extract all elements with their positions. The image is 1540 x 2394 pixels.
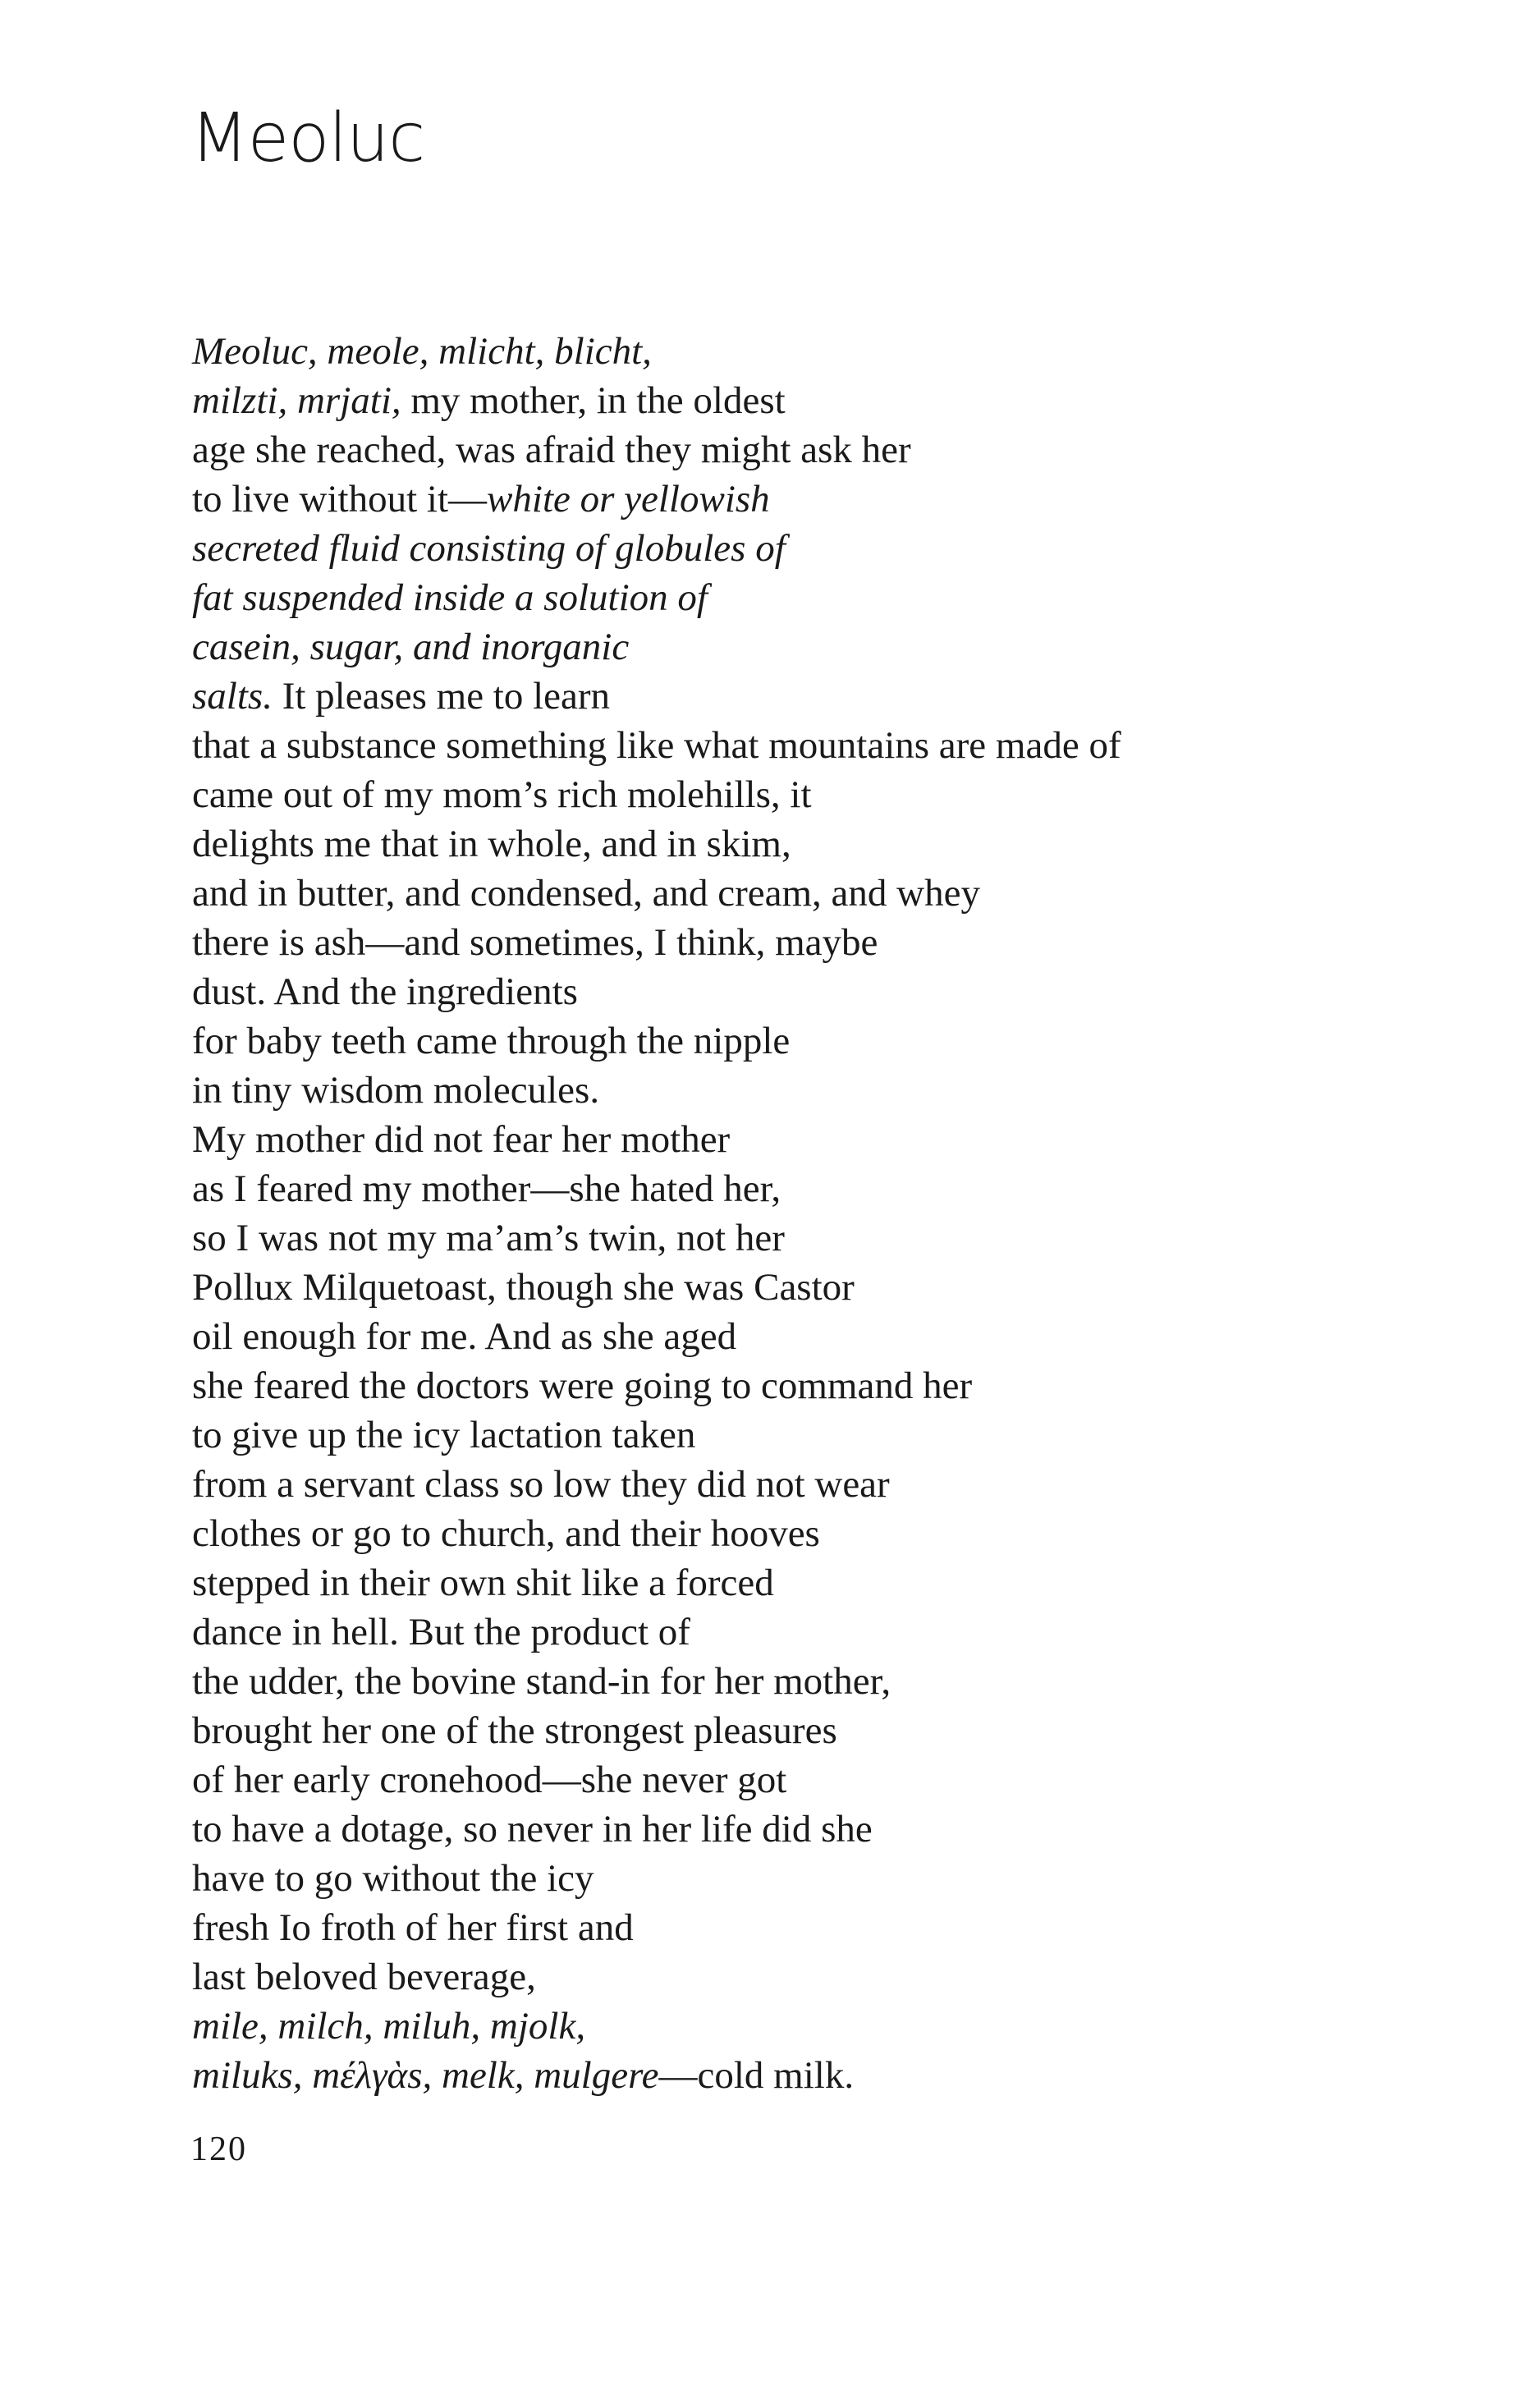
poem-line <box>192 721 1121 770</box>
text-segment: in tiny wisdom molecules. <box>192 1069 600 1112</box>
text-segment: my mother, in the oldest <box>401 379 786 422</box>
poem-line <box>192 1460 1121 1509</box>
poem-line <box>192 1854 1121 1903</box>
poem-line <box>192 524 1121 573</box>
poem-line <box>192 1657 1121 1706</box>
text-segment: delights me that in whole, and in skim, <box>192 823 791 865</box>
poem-body <box>192 327 1121 2100</box>
poem-line <box>192 918 1121 967</box>
text-segment: My mother did not fear her mother <box>192 1118 731 1161</box>
italic-segment: salts. <box>192 675 273 718</box>
text-segment: that a substance something like what mountains are made of <box>192 724 1121 767</box>
poem-line <box>192 1016 1121 1066</box>
italic-segment: fat suspended inside a solution of <box>192 576 708 619</box>
poem-line <box>192 376 1121 425</box>
poem-line <box>192 967 1121 1016</box>
text-segment: oil enough for me. And as she aged <box>192 1315 737 1358</box>
poem-line <box>192 1607 1121 1657</box>
text-segment: It pleases me to learn <box>272 675 611 718</box>
poem-line <box>192 573 1121 622</box>
text-segment: from a servant class so low they did not wear <box>192 1463 890 1506</box>
italic-segment: miluks, mέλγὰs, melk, mulgere <box>192 2054 659 2097</box>
text-segment: she feared the doctors were going to command her <box>192 1364 973 1407</box>
text-segment: age she reached, was afraid they might ask her <box>192 429 911 471</box>
poem-line <box>192 1410 1121 1460</box>
poem-line <box>192 1952 1121 2002</box>
poem-line <box>192 1164 1121 1213</box>
text-segment: brought her one of the strongest pleasures <box>192 1709 837 1752</box>
italic-segment: milzti, mrjati, <box>192 379 401 422</box>
text-segment: came out of my mom’s rich molehills, it <box>192 773 812 816</box>
poem-line <box>192 672 1121 721</box>
text-segment: to live without it— <box>192 478 488 521</box>
text-segment: of her early cronehood—she never got <box>192 1759 787 1801</box>
text-segment: dust. And the ingredients <box>192 970 578 1013</box>
poem-line <box>192 1066 1121 1115</box>
text-segment: —cold milk. <box>658 2054 855 2097</box>
poem-line <box>192 1903 1121 1952</box>
text-segment: to give up the icy lactation taken <box>192 1414 696 1456</box>
text-segment: and in butter, and condensed, and cream, and whey <box>192 872 980 915</box>
italic-segment: secreted fluid consisting of globules of <box>192 527 786 570</box>
poem-line <box>192 1312 1121 1361</box>
text-segment: so I was not my ma’am’s twin, not her <box>192 1217 785 1259</box>
poem-line <box>192 1805 1121 1854</box>
text-segment: last beloved beverage, <box>192 1956 536 1998</box>
page-number: 120 <box>190 2130 247 2168</box>
text-segment: to have a dotage, so never in her life did she <box>192 1808 873 1851</box>
text-segment: Pollux Milquetoast, though she was Castor <box>192 1266 855 1309</box>
poem-line <box>192 327 1121 376</box>
italic-segment: casein, sugar, and inorganic <box>192 626 630 668</box>
italic-segment: Meoluc, meole, mlicht, blicht, <box>192 330 652 373</box>
poem-line <box>192 1755 1121 1805</box>
poem-line <box>192 425 1121 475</box>
poem-line <box>192 1361 1121 1410</box>
text-segment: fresh Io froth of her first and <box>192 1906 634 1949</box>
poem-line <box>192 770 1121 819</box>
poem-line <box>192 475 1121 524</box>
poem-line <box>192 1509 1121 1558</box>
poem-line <box>192 869 1121 918</box>
poem-title: Meoluc <box>190 99 425 177</box>
poem-line <box>192 1558 1121 1607</box>
poem-line <box>192 1263 1121 1312</box>
poem-line <box>192 2002 1121 2051</box>
poem-line <box>192 1115 1121 1164</box>
text-segment: as I feared my mother—she hated her, <box>192 1167 781 1210</box>
text-segment: clothes or go to church, and their hooves <box>192 1512 820 1555</box>
poem-line <box>192 2051 1121 2100</box>
poem-line <box>192 1213 1121 1263</box>
italic-segment: mile, milch, miluh, mjolk, <box>192 2005 586 2048</box>
text-segment: have to go without the icy <box>192 1857 594 1900</box>
text-segment: for baby teeth came through the nipple <box>192 1020 791 1062</box>
text-segment: dance in hell. But the product of <box>192 1611 690 1653</box>
poem-line <box>192 1706 1121 1755</box>
text-segment: stepped in their own shit like a forced <box>192 1562 774 1604</box>
text-segment: the udder, the bovine stand-in for her mother, <box>192 1660 891 1703</box>
italic-segment: white or yellowish <box>487 478 770 521</box>
poem-line <box>192 622 1121 672</box>
text-segment: there is ash—and sometimes, I think, maybe <box>192 921 878 964</box>
poem-line <box>192 819 1121 869</box>
